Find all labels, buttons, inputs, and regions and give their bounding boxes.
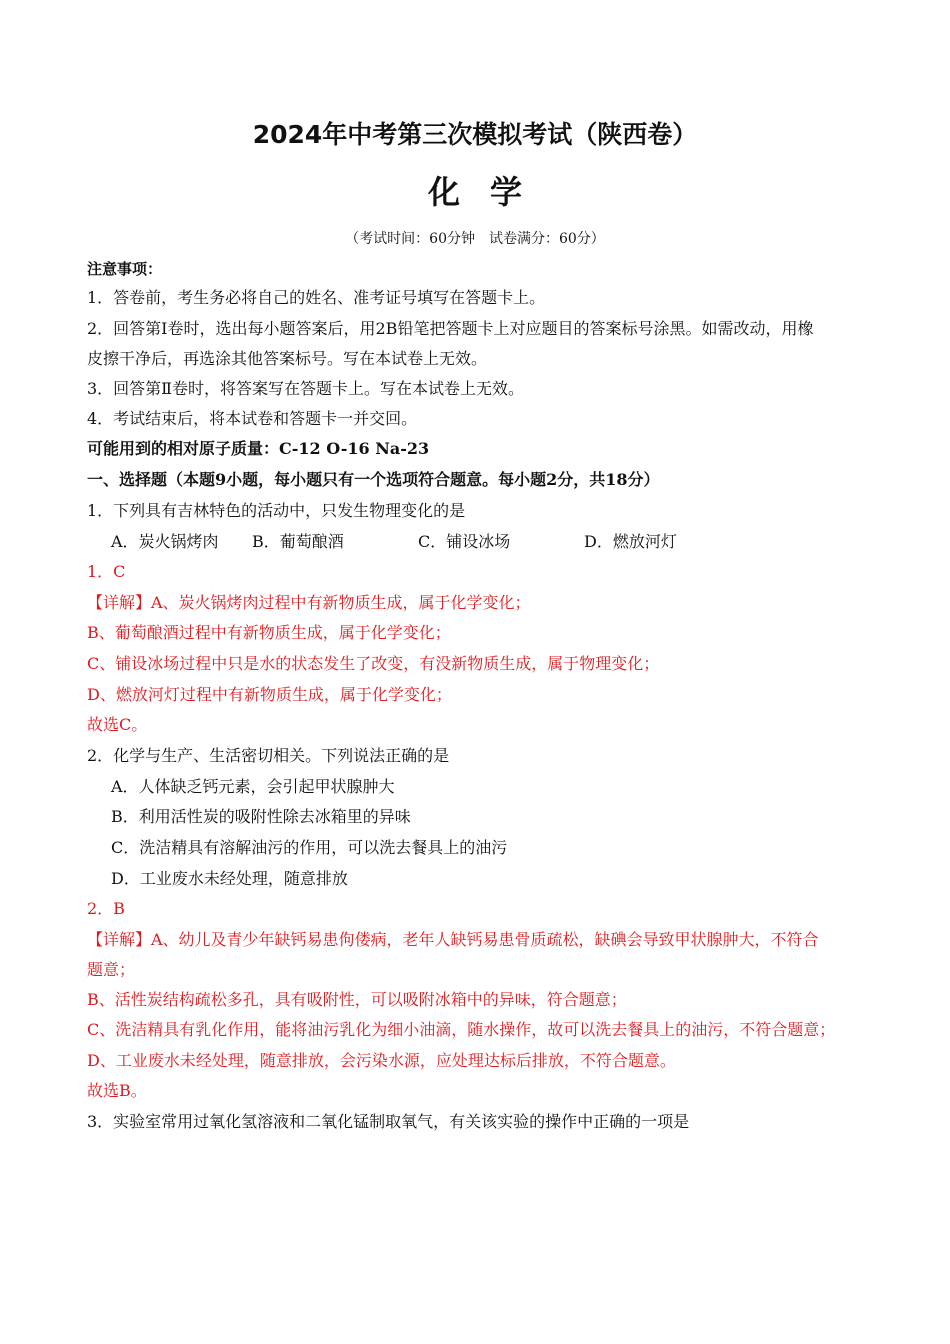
atomic-masses: 可能用到的相对原子质量：C-12 O-16 Na-23 — [87, 439, 430, 458]
answer: 2．B — [87, 899, 125, 918]
question-stem: 2．化学与生产、生活密切相关。下列说法正确的是 — [87, 746, 450, 765]
explanation-line: C、洗洁精具有乳化作用，能将油污乳化为细小油滴，随水操作，故可以洗去餐具上的油污，不符合题意； — [87, 1020, 836, 1039]
explanation-line: 【详解】A、幼儿及青少年缺钙易患佝偻病，老年人缺钙易患骨质疏松，缺碘会导致甲状腺肿大，不符合 — [87, 930, 819, 949]
option-a: A．炭火锅烤肉 — [111, 532, 219, 551]
option-c: C．洗洁精具有溶解油污的作用，可以洗去餐具上的油污 — [111, 838, 508, 857]
explanation-line: D、工业废水未经处理，随意排放，会污染水源，应处理达标后排放，不符合题意。 — [87, 1051, 676, 1070]
exam-title: 2024年中考第三次模拟考试（陕西卷） — [252, 120, 698, 149]
question-stem: 3．实验室常用过氧化氢溶液和二氧化锰制取氧气，有关该实验的操作中正确的一项是 — [87, 1112, 690, 1131]
notice-item: 1．答卷前，考生务必将自己的姓名、准考证号填写在答题卡上。 — [87, 288, 546, 307]
explanation-line: 【详解】A、炭火锅烤肉过程中有新物质生成，属于化学变化； — [87, 593, 531, 612]
option-c: C．铺设冰场 — [418, 532, 511, 551]
notice-item: 3．回答第Ⅱ卷时，将答案写在答题卡上。写在本试卷上无效。 — [87, 379, 525, 398]
explanation-line: B、活性炭结构疏松多孔，具有吸附性，可以吸附冰箱中的异味，符合题意； — [87, 990, 627, 1009]
explanation-line: 故选B。 — [87, 1081, 147, 1100]
explanation-line: 故选C。 — [87, 715, 148, 734]
notice-heading: 注意事项： — [87, 260, 163, 278]
subject-title: 化学 — [427, 173, 552, 211]
notice-item: 4．考试结束后，将本试卷和答题卡一并交回。 — [87, 409, 418, 428]
explanation-line: C、铺设冰场过程中只是水的状态发生了改变，有没新物质生成，属于物理变化； — [87, 654, 660, 673]
explanation-line: B、葡萄酿酒过程中有新物质生成，属于化学变化； — [87, 623, 451, 642]
exam-info: （考试时间：60分钟 试卷满分：60分） — [345, 231, 605, 247]
question-stem: 1．下列具有吉林特色的活动中，只发生物理变化的是 — [87, 501, 466, 520]
option-a: A．人体缺乏钙元素，会引起甲状腺肿大 — [111, 777, 395, 796]
answer: 1．C — [87, 562, 126, 581]
notice-item: 皮擦干净后，再选涂其他答案标号。写在本试卷上无效。 — [87, 349, 488, 368]
option-d: D．工业废水未经处理，随意排放 — [111, 869, 348, 888]
option-b: B．葡萄酿酒 — [252, 532, 344, 551]
explanation-line: D、燃放河灯过程中有新物质生成，属于化学变化； — [87, 685, 452, 704]
notice-item: 2．回答第Ⅰ卷时，选出每小题答案后，用2B铅笔把答题卡上对应题目的答案标号涂黑。如需改动，用橡 — [87, 319, 814, 338]
option-d: D．燃放河灯 — [584, 532, 677, 551]
option-b: B．利用活性炭的吸附性除去冰箱里的异味 — [111, 807, 411, 826]
section-heading: 一、选择题（本题9小题，每小题只有一个选项符合题意。每小题2分，共18分） — [87, 470, 660, 489]
explanation-line: 题意； — [87, 960, 136, 979]
